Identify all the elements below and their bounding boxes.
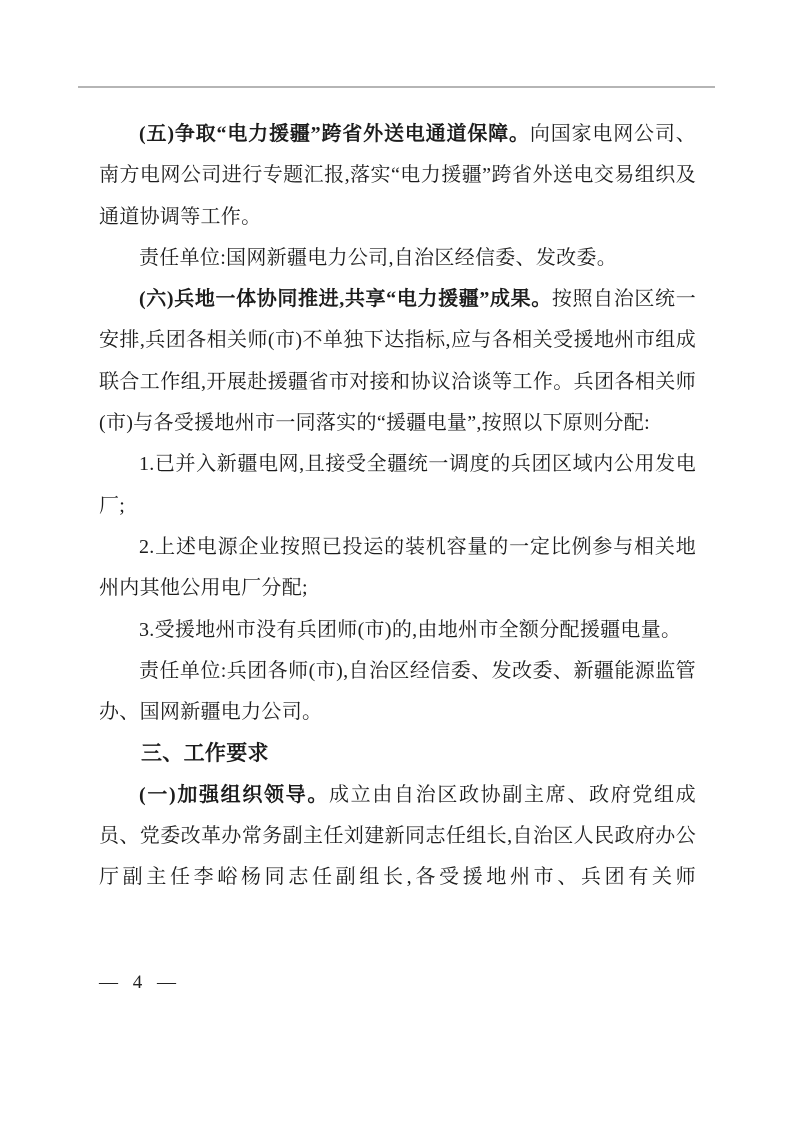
responsibility-note: 责任单位:兵团各师(市),自治区经信委、发改委、新疆能源监管办、国网新疆电力公司。 <box>99 659 696 724</box>
paragraph-item-5 <box>99 114 696 238</box>
numbered-list-item-3: 3.受援地州市没有兵团师(市)的,由地州市全额分配援疆电量。 <box>139 618 682 641</box>
paragraph-lead: (六)兵地一体协同推进,共享“电力援疆”成果。 <box>139 288 552 311</box>
paragraph-text: 向国家电网公司、南方电网公司进行专题汇报,落实“电力援疆”跨省外送电交易组织及通道协调等工作。 <box>99 123 697 228</box>
paragraph-text: 成立由自治区政协副主席、政府党组成员、党委改革办常务副主任刘建新同志任组长,自治区人民政府办公厅副主任李峪杨同志任副组长,各受援地州市、兵团有关师 <box>99 783 696 889</box>
header-divider-line <box>78 86 715 88</box>
paragraph-item-6 <box>99 279 696 444</box>
numbered-list-item-1: 1.已并入新疆电网,且接受全疆统一调度的兵团区域内公用发电厂; <box>99 453 696 517</box>
paragraph-item-1 <box>99 775 696 899</box>
responsibility-note: 责任单位:国网新疆电力公司,自治区经信委、发改委。 <box>139 246 618 269</box>
page-number: — 4 — <box>99 972 181 993</box>
numbered-list-item-2: 2.上述电源企业按照已投运的装机容量的一定比例参与相关地州内其他公用电厂分配; <box>99 535 696 600</box>
document-body <box>99 114 696 899</box>
paragraph-text: 按照自治区统一安排,兵团各相关师(市)不单独下达指标,应与各相关受援地州市组成联合工作组,开展赴援疆省市对接和协议洽谈等工作。兵团各相关师(市)与各受援地州市一同落实的“援疆电量”,按照以下原则分配: <box>99 288 696 435</box>
paragraph-lead: (一)加强组织领导。 <box>139 783 329 806</box>
section-heading: 三、工作要求 <box>141 742 269 766</box>
paragraph-lead: (五)争取“电力援疆”跨省外送电通道保障。 <box>139 123 530 145</box>
